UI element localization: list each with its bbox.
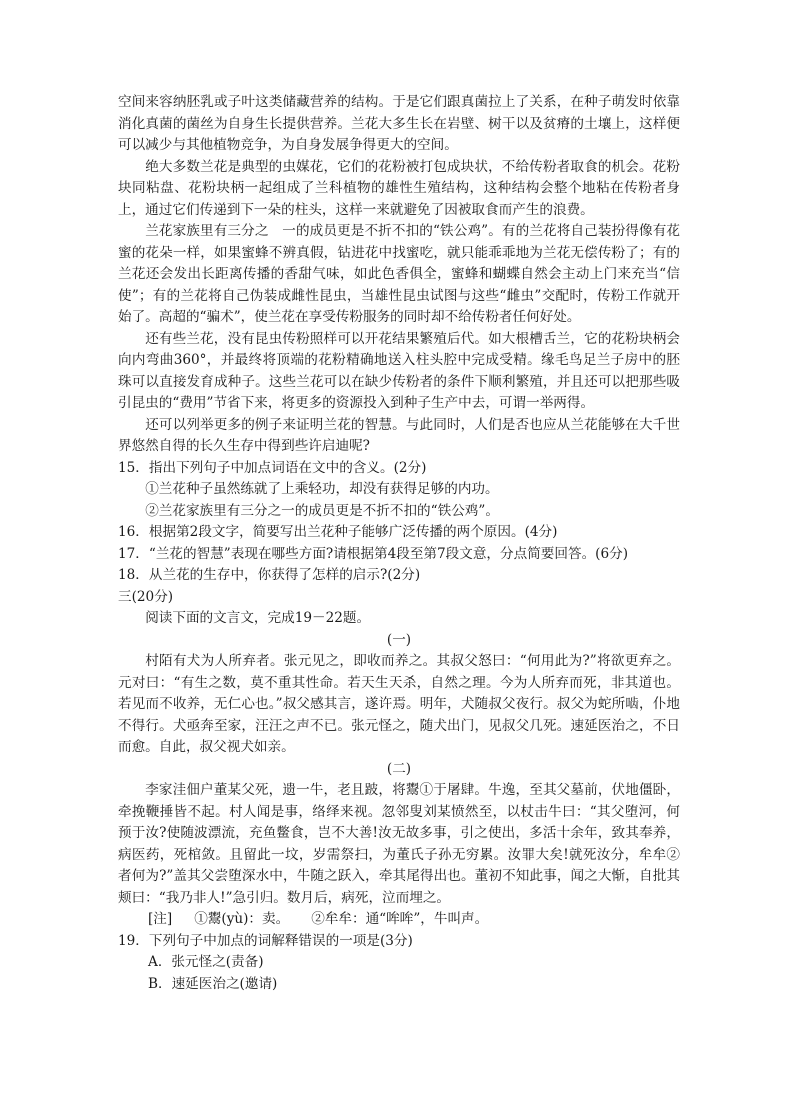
question-15-item-1: ①兰花种子虽然练就了上乘轻功，却没有获得足够的内功。	[145, 481, 499, 497]
question-15-item-2: ②兰花家族里有三分之一的成员更是不折不扣的“铁公鸡”。	[145, 502, 499, 519]
passage-paragraph-5: 还可以列举更多的例子来证明兰花的智慧。与此同时，人们是否也应从兰花能够在大千世界悠然自得的长久生存中得到些许启迪呢?	[118, 416, 680, 454]
annotation-label: [注]	[148, 911, 173, 927]
section-3-instruction: 阅读下面的文言文，完成19－22题。	[145, 610, 371, 626]
exam-page	[118, 92, 680, 995]
question-19-option-a: A．张元怪之(责备)	[148, 954, 264, 970]
passage-paragraph-4: 还有些兰花，没有昆虫传粉照样可以开花结果繁殖后代。如大根槽舌兰，它的花粉块柄会向内弯曲360°，并最终将顶端的花粉精确地送入柱头腔中完成受精。缘毛鸟足兰子房中的胚珠可以直接发育成种子。这些兰花可以在缺少传粉者的条件下顺利繁殖，并且还可以把那些吸引昆虫的“费用”节省下来，将更多的资源投入到种子生产中去，可谓一举两得。	[118, 330, 680, 411]
question-16: 16．根据第2段文字，简要写出兰花种子能够广泛传播的两个原因。(4分)	[118, 524, 558, 540]
classical-text-1-label: (一)	[386, 631, 412, 648]
question-18: 18．从兰花的生存中，你获得了怎样的启示?(2分)	[118, 567, 421, 583]
question-19: 19．下列句子中加点的词解释错误的一项是(3分)	[118, 932, 413, 949]
classical-text-1: 村陌有犬为人所弃者。张元见之，即收而养之。其叔父怒曰：“何用此为?”将欲更弃之。元对曰：“有生之数，莫不重其性命。若天生天杀，自然之理。今为人所弃而死，非其道也。若见而不收养，无仁心也。”叔父感其言，遂许焉。明年，犬随叔父夜行。叔父为蛇所啮，仆地不得行。犬亟奔至家，汪汪之声不已。张元怪之，随犬出门，见叔父几死。速延医治之，不日而愈。自此，叔父视犬如亲。	[118, 653, 680, 755]
passage-paragraph-3: 兰花家族里有三分之 一的成员更是不折不扣的“铁公鸡”。有的兰花将自己装扮得像有花蜜的花朵一样，如果蜜蜂不辨真假，钻进花中找蜜吃，就只能乖乖地为兰花无偿传粉了；有的兰花还会发出长距离传播的香甜气味，如此色香俱全，蜜蜂和蝴蝶自然会主动上门来充当“信使”；有的兰花将自己伪装成雌性昆虫，当雄性昆虫试图与这些“雌虫”交配时，传粉工作就开始了。高超的“骗术”，使兰花在享受传粉服务的同时却不给传粉者任何好处。	[118, 223, 680, 325]
passage-paragraph-1: 空间来容纳胚乳或子叶这类储藏营养的结构。于是它们跟真菌拉上了关系，在种子萌发时依靠消化真菌的菌丝为自身生长提供营养。兰花大多生长在岩壁、树干以及贫瘠的土壤上，这样便可以减少与其他植物竞争，为自身发展争得更大的空间。	[118, 94, 680, 153]
classical-text-2: 李家洼佃户董某父死，遗一牛，老且跛，将鬻①于屠肆。牛逸，至其父墓前，伏地僵卧，牵挽鞭捶皆不起。村人闻是事，络绎来视。忽邻叟刘某愤然至，以杖击牛曰：“其父堕河，何预于汝?使随波漂流，充鱼鳖食，岂不大善!汝无故多事，引之使出，多活十余年，致其奉养，病医药，死棺敛。且留此一坟，岁需祭扫，为董氏子孙无穷累。汝罪大矣!就死汝分，牟牟②者何为?”盖其父尝堕深水中，牛随之跃入，牵其尾得出也。董初不知此事，闻之大惭，自批其颊曰：“我乃非人!”急引归。数月后，病死，泣而埋之。	[118, 782, 680, 906]
annotation-2: ②牟牟：通“哞哞”，牛叫声。	[311, 911, 489, 927]
annotation-1: ①鬻(yù)：卖。	[194, 911, 290, 927]
passage-paragraph-2: 绝大多数兰花是典型的虫媒花，它们的花粉被打包成块状，不给传粉者取食的机会。花粉块同粘盘、花粉块柄一起组成了兰科植物的雄性生殖结构，这种结构会整个地粘在传粉者身上，通过它们传递到下一朵的柱头，这样一来就避免了因被取食而产生的浪费。	[118, 158, 680, 218]
classical-text-2-label: (二)	[386, 760, 412, 777]
question-17: 17．“兰花的智慧”表现在哪些方面?请根据第4段至第7段文意，分点简要回答。(6分)	[118, 545, 629, 562]
question-15: 15．指出下列句子中加点词语在文中的含义。(2分)	[118, 459, 427, 476]
question-19-option-b: B．速延医治之(邀请)	[148, 975, 278, 992]
annotation-line	[118, 909, 680, 931]
section-3-heading: 三(20分)	[118, 588, 174, 605]
